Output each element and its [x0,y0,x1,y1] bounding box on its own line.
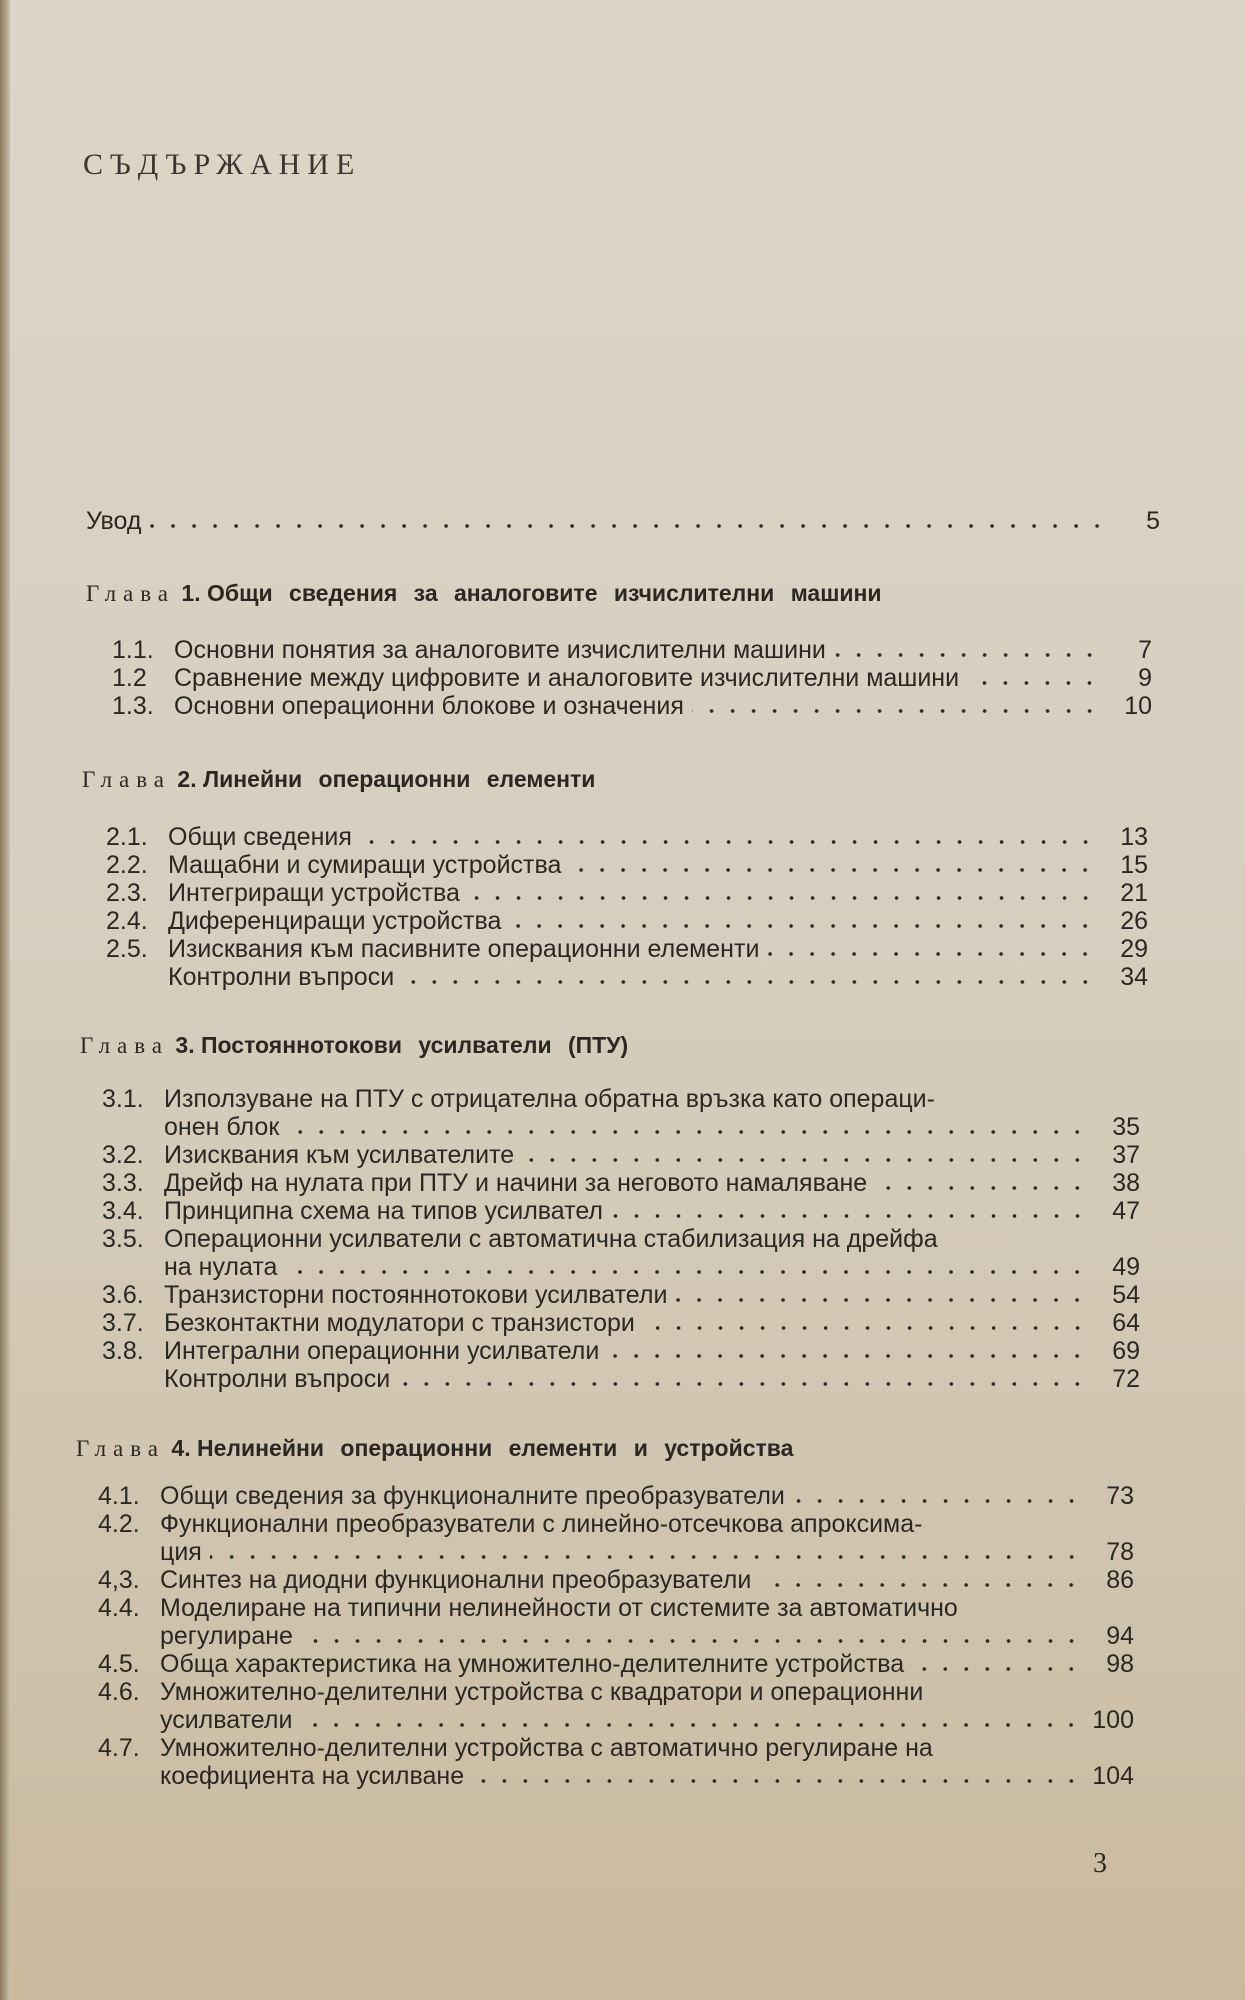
page-title: СЪДЪРЖАНИЕ [83,148,362,181]
entry-number: 2.4. [106,907,148,935]
leader-dots [607,1353,1088,1359]
entry-page: 21 [1120,879,1148,907]
toc-entry [106,851,1148,879]
entry-page: 26 [1120,907,1148,935]
chapter-number: 4. [171,1435,191,1461]
entry-page: 72 [1112,1365,1140,1393]
entry-number: 2.1. [106,823,148,851]
entry-text: Дрейф на нулата при ПТУ и начини за неговото намаляване [164,1169,868,1197]
toc-entry [112,692,1152,720]
leader-dots [468,895,1096,901]
toc-entry [106,879,1148,907]
leader-dots [300,1722,1082,1728]
entry-text-continuation: на нулата [164,1253,278,1281]
entry-number: 3.4. [102,1197,144,1225]
chapter-title: Нелинейни операционни елементи и устройства [197,1435,794,1461]
toc-entry [98,1734,1082,1762]
entry-number: 2.5. [106,935,148,963]
chapter-title: Линейни операционни елементи [203,766,596,792]
toc-entry [102,1197,1140,1225]
toc-entry [98,1678,1082,1706]
entry-number: 3.8. [102,1337,144,1365]
chapter-label: Глава [76,1436,166,1461]
entry-text: Контролни въпроси [168,963,395,991]
toc-entry-continuation [98,1762,1134,1790]
leader-dots [875,1185,1088,1191]
chapter-label: Глава [86,581,176,606]
entry-text: Синтез на диодни функционални преобразуватели [160,1566,752,1594]
entry-text-continuation: усилватели [160,1706,293,1734]
leader-dots [834,652,1100,658]
chapter-title: Постояннотокови усилватели (ПТУ) [201,1032,629,1058]
entry-number: 3.2. [102,1141,144,1169]
toc-entry [102,1225,1088,1253]
leader-dots [287,1129,1088,1135]
entry-number: 3.5. [102,1225,144,1253]
toc-entry [102,1169,1140,1197]
chapter-title: Общи сведения за аналоговите изчислителни машини [207,580,882,606]
leader-dots [301,1638,1082,1644]
chapter-label: Глава [82,767,172,792]
entry-number: 3.1. [102,1085,144,1113]
chapter-label: Глава [80,1033,170,1058]
toc-entry-continuation [98,1706,1134,1734]
entry-text: Контролни въпроси [164,1365,391,1393]
entry-text: Транзисторни постояннотокови усилватели [164,1281,668,1309]
toc-entry [102,1141,1140,1169]
chapter-heading [76,1433,793,1463]
entry-page: 69 [1112,1337,1140,1365]
entry-number: 4,3. [98,1566,140,1594]
entry-page: 78 [1106,1538,1134,1566]
entry-page: 15 [1120,851,1148,879]
entry-text: Мащабни и сумиращи устройства [168,851,562,879]
entry-text: Използуване на ПТУ с отрицателна обратна връзка като операци- [164,1085,935,1113]
entry-number: 4.7. [98,1734,140,1762]
entry-page: 86 [1106,1566,1134,1594]
entry-number: 2.3. [106,879,148,907]
entry-text: Операционни усилватели с автоматична стабилизация на дрейфа [164,1225,938,1253]
entry-text-continuation: онен блок [164,1113,280,1141]
toc-entry [98,1594,1082,1622]
leader-dots [398,1381,1088,1387]
entry-page: 37 [1112,1141,1140,1169]
leader-dots [360,839,1096,845]
chapter-heading [86,578,882,608]
entry-text: Безконтактни модулатори с транзистори [164,1309,635,1337]
toc-entry-continuation [102,1113,1140,1141]
toc-entry [106,823,1148,851]
toc-entry [102,1281,1140,1309]
entry-page: 9 [1138,664,1152,692]
entry-text-continuation: ция [160,1538,202,1566]
chapter-heading [82,764,595,794]
entry-number: 4.4. [98,1594,140,1622]
entry-text: Умножително-делителни устройства с квадратори и операционни [160,1678,924,1706]
leader-dots [793,1498,1082,1504]
entry-number: 2.2. [106,851,148,879]
chapter-number: 2. [177,766,197,792]
entry-page: 34 [1120,963,1148,991]
entry-number: 4.1. [98,1482,140,1510]
entry-page: 54 [1112,1281,1140,1309]
leader-dots [611,1213,1088,1219]
entry-text: Сравнение между цифровите и аналоговите изчислителни машини [174,664,960,692]
entry-page: 35 [1112,1113,1140,1141]
entry-text: Увод [86,507,142,535]
toc-entry [102,1085,1088,1113]
toc-entry-continuation [98,1622,1134,1650]
entry-page: 13 [1120,823,1148,851]
toc-entry [98,1566,1134,1594]
leader-dots [759,1582,1082,1588]
leader-dots [675,1297,1088,1303]
entry-text-continuation: регулиране [160,1622,293,1650]
entry-number: 1.2 [112,664,147,692]
entry-text: Моделиране на типични нелинейности от системите за автоматично [160,1594,958,1622]
entry-number: 3.7. [102,1309,144,1337]
leader-dots [912,1666,1082,1672]
page-number: 3 [1093,1848,1107,1879]
chapter-number: 3. [175,1032,195,1058]
entry-text: Общи сведения за функционалните преобразуватели [160,1482,785,1510]
entry-number: 4.2. [98,1510,140,1538]
entry-text: Диференциращи устройства [168,907,502,935]
entry-number: 4.5. [98,1650,140,1678]
entry-page: 38 [1112,1169,1140,1197]
entry-page: 47 [1112,1197,1140,1225]
leader-dots [767,951,1096,957]
leader-dots [643,1325,1088,1331]
toc-entry [106,963,1148,991]
leader-dots [967,680,1100,686]
entry-text: Общи сведения [168,823,352,851]
entry-page: 5 [1146,507,1160,535]
leader-dots [285,1269,1088,1275]
toc-entry-continuation [102,1253,1140,1281]
toc-entry [112,636,1152,664]
entry-text: Интегриращи устройства [168,879,460,907]
toc-entry [102,1337,1140,1365]
toc-entry [106,907,1148,935]
leader-dots [210,1554,1082,1560]
entry-text: Интегрални операционни усилватели [164,1337,600,1365]
entry-text: Принципна схема на типов усилвател [164,1197,603,1225]
leader-dots [692,708,1100,714]
entry-page: 73 [1106,1482,1134,1510]
toc-entry-continuation [98,1538,1134,1566]
entry-page: 7 [1138,636,1152,664]
page-edge [0,0,10,2000]
entry-text: Основни понятия за аналоговите изчислителни машини [174,636,826,664]
entry-page: 94 [1106,1622,1134,1650]
toc-entry-intro [86,507,1160,535]
toc-entry [98,1482,1134,1510]
leader-dots [569,867,1096,873]
entry-number: 1.3. [112,692,154,720]
entry-number: 3.3. [102,1169,144,1197]
leader-dots [472,1778,1082,1784]
entry-number: 4.6. [98,1678,140,1706]
toc-entry [102,1309,1140,1337]
entry-page: 49 [1112,1253,1140,1281]
toc-entry [98,1510,1082,1538]
leader-dots [522,1157,1088,1163]
chapter-number: 1. [181,580,201,606]
entry-text: Функционални преобразуватели с линейно-отсечкова апроксима- [160,1510,923,1538]
toc-entry [102,1365,1140,1393]
entry-page: 98 [1106,1650,1134,1678]
chapter-heading [80,1030,628,1060]
entry-text: Основни операционни блокове и означения [174,692,684,720]
entry-page: 100 [1092,1706,1134,1734]
toc-entry [112,664,1152,692]
entry-page: 104 [1092,1762,1134,1790]
entry-text: Изисквания към пасивните операционни елементи [168,935,760,963]
entry-text: Изисквания към усилвателите [164,1141,515,1169]
leader-dots [149,523,1108,529]
entry-text: Умножително-делителни устройства с автоматично регулиране на [160,1734,933,1762]
entry-number: 1.1. [112,636,154,664]
entry-page: 10 [1124,692,1152,720]
entry-page: 29 [1120,935,1148,963]
entry-text-continuation: коефициента на усилване [160,1762,465,1790]
entry-number: 3.6. [102,1281,144,1309]
entry-page: 64 [1112,1309,1140,1337]
leader-dots [402,979,1096,985]
toc-entry [98,1650,1134,1678]
toc-entry [106,935,1148,963]
leader-dots [509,923,1096,929]
entry-text: Обща характеристика на умножително-делителните устройства [160,1650,905,1678]
